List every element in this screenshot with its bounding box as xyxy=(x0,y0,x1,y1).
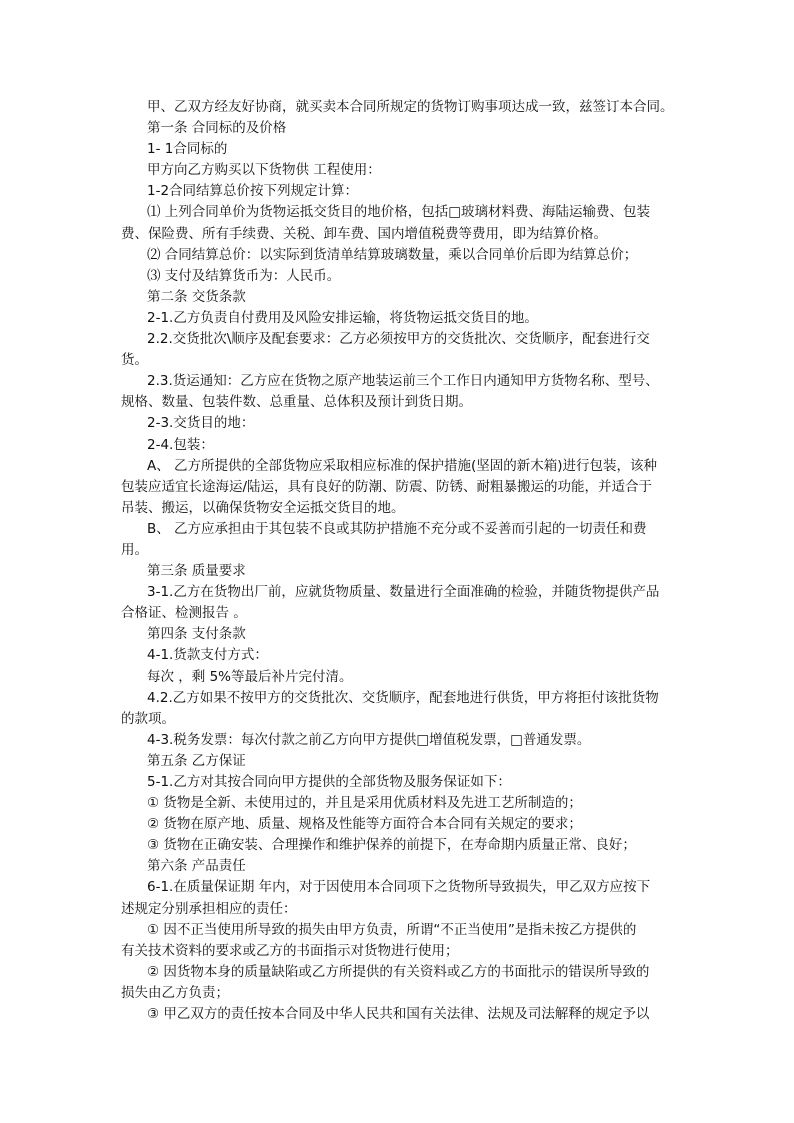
text-line: 2-4.包装： xyxy=(147,436,214,453)
text-line: ① 因不正当使用所导致的损失由甲方负责，所谓“不正当使用”是指未按乙方提供的 xyxy=(147,921,637,938)
text-line: 2.3.货运通知：乙方应在货物之原产地装运前三个工作日内通知甲方货物名称、型号、 xyxy=(147,373,659,390)
text-line: ② 货物在原产地、质量、规格及性能等方面符合本合同有关规定的要求； xyxy=(147,816,582,833)
text-line: 甲、乙双方经友好协商，就买卖本合同所规定的货物订购事项达成一致，兹签订本合同。 xyxy=(147,99,674,115)
text-line: ⑵ 合同结算总价：以实际到货清单结算玻璃数量，乘以合同单价后即为结算总价； xyxy=(147,246,638,263)
text-line: 述规定分别承担相应的责任： xyxy=(121,900,297,917)
text-line: 第五条 乙方保证 xyxy=(147,752,246,769)
text-line: 5-1.乙方对其按合同向甲方提供的全部货物及服务保证如下： xyxy=(147,774,511,790)
text-line: ① 货物是全新、未使用过的，并且是采用优质材料及先进工艺所制造的； xyxy=(147,795,582,812)
text-line: ③ 货物在正确安装、合理操作和维护保养的前提下，在寿命期内质量正常、良好； xyxy=(147,837,636,854)
text-line: 每次 ，剩 5%等最后补片完付清。 xyxy=(147,668,353,685)
text-line: 第二条 交货条款 xyxy=(147,288,246,305)
text-line: 4-1.货款支付方式： xyxy=(147,647,268,664)
text-line: 的款项。 xyxy=(121,710,175,727)
text-line: 4-3.税务发票：每次付款之前乙方向甲方提供□增值税发票，□普通发票。 xyxy=(147,731,591,748)
text-line: 第四条 支付条款 xyxy=(147,626,246,643)
text-line: 费、保险费、所有手续费、关税、卸车费、国内增值税费等费用，即为结算价格。 xyxy=(121,225,607,242)
text-line: 第三条 质量要求 xyxy=(147,563,246,580)
text-line: 甲方向乙方购买以下货物供 工程使用： xyxy=(147,162,381,179)
text-line: 规格、数量、包装件数、总重量、总体积及预计到货日期。 xyxy=(121,394,472,411)
text-line: B、 乙方应承担由于其包装不良或其防护措施不充分或不妥善而引起的一切责任和费 xyxy=(147,520,647,537)
text-line: 6-1.在质量保证期 年内，对于因使用本合同项下之货物所导致损失，甲乙双方应按下 xyxy=(147,879,651,896)
text-line: 1- 1合同标的 xyxy=(147,141,228,158)
text-line: 2.2.交货批次\顺序及配套要求：乙方必须按甲方的交货批次、交货顺序，配套进行交 xyxy=(147,331,650,348)
text-line: ② 因货物本身的质量缺陷或乙方所提供的有关资料或乙方的书面批示的错误所导致的 xyxy=(147,963,650,980)
text-line: ⑶ 支付及结算货币为：人民币。 xyxy=(147,267,341,284)
text-line: 1-2合同结算总价按下列规定计算： xyxy=(147,183,359,200)
text-line: 第六条 产品责任 xyxy=(147,858,246,875)
text-line: 2-3.交货目的地： xyxy=(147,415,255,432)
text-line: ⑴ 上列合同单价为货物运抵交货目的地价格，包括□玻璃材料费、海陆运输费、包装 xyxy=(147,204,651,221)
text-line: ③ 甲乙双方的责任按本合同及中华人民共和国有关法律、法规及司法解释的规定予以 xyxy=(147,1006,650,1023)
text-line: 第一条 合同标的及价格 xyxy=(147,120,287,137)
text-line: 合格证、检测报告 。 xyxy=(121,605,247,622)
text-line: 2-1.乙方负责自付费用及风险安排运输，将货物运抵交货目的地。 xyxy=(147,309,538,326)
text-line: 有关技术资料的要求或乙方的书面指示对货物进行使用； xyxy=(121,942,459,959)
text-line: 货。 xyxy=(121,352,148,369)
contract-body xyxy=(121,97,677,1025)
text-line: 3-1.乙方在货物出厂前，应就货物质量、数量进行全面准确的检验，并随货物提供产品 xyxy=(147,584,660,601)
text-line: 4.2.乙方如果不按甲方的交货批次、交货顺序，配套地进行供货，甲方将拒付该批货物 xyxy=(147,689,659,706)
text-line: 吊装、搬运，以确保货物安全运抵交货目的地。 xyxy=(121,499,405,516)
text-line: 包装应适宜长途海运/陆运，具有良好的防潮、防震、防锈、耐粗暴搬运的功能，并适合于 xyxy=(121,478,653,495)
text-line: 用。 xyxy=(121,541,148,558)
text-line: A、 乙方所提供的全部货物应采取相应标准的保护措施(坚固的新木箱)进行包装，该种 xyxy=(147,457,658,474)
text-line: 损失由乙方负责； xyxy=(121,984,229,1001)
